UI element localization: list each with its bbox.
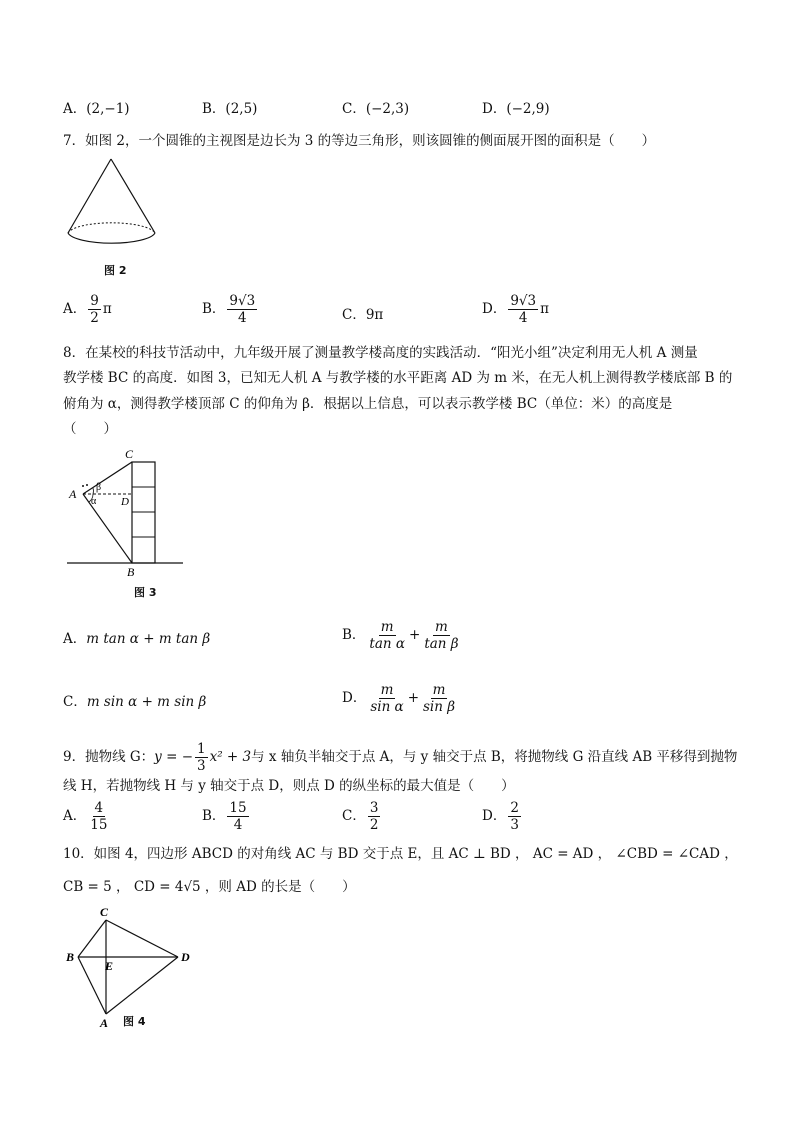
q6-option-a[interactable]: A．(2,−1) (63, 101, 130, 117)
q8-label-c: C (125, 447, 134, 461)
q8-label-a: A (69, 487, 77, 501)
q7-option-d[interactable]: D． $\frac{9√3}{4}$ π (482, 293, 549, 327)
q8-label-b: B (127, 565, 135, 579)
q10-label-c: C (100, 905, 109, 919)
q10-stem-line1: 10．如图 4，四边形 ABCD 的对角线 AC 与 BD 交于点 E，且 AC ⊥ BD ， AC = AD ， ∠CBD = ∠CAD ， (63, 846, 738, 862)
q9-stem-line2: 线 H，若抛物线 H 与 y 轴交于点 D，则点 D 的纵坐标的最大值是（ ） (63, 778, 515, 794)
q10-label-b: B (66, 950, 75, 964)
q7-option-c[interactable]: C．9π (342, 307, 384, 323)
q10-label-d: D (181, 950, 190, 964)
q10-label-e: E (105, 959, 114, 973)
q8-label-d: D (121, 496, 129, 508)
q8-stem-line1: 8．在某校的科技节活动中，九年级开展了测量教学楼高度的实践活动．“阳光小组”决定利用无人机 A 测量 (63, 345, 698, 361)
q7-option-a[interactable]: A． $\frac{9}{2}$ π (63, 293, 112, 327)
q8-figure-caption: 图 3 (134, 586, 157, 599)
q8-option-b[interactable]: B． $\frac{m}{\text{tan α}}$ + $\frac{m}{\text{tan β}}$ (342, 619, 459, 653)
q8-stem-line2: 教学楼 BC 的高度．如图 3，已知无人机 A 与教学楼的水平距离 AD 为 m 米，在无人机上测得教学楼底部 B 的 (63, 370, 733, 386)
q8-building-figure (63, 440, 193, 580)
q9-option-b[interactable]: B． $\frac{15}{4}$ (202, 800, 247, 834)
q7-option-b[interactable]: B． $\frac{9√3}{4}$ (202, 293, 256, 327)
q7-cone-figure (63, 153, 163, 253)
q8-option-a[interactable]: A．m tan α + m tan β (63, 631, 211, 647)
q9-stem-line1: 9．抛物线 G：y = − $\frac{1}{3}$ x² + 3与 x 轴负半轴交于点 A，与 y 轴交于点 B，将抛物线 G 沿直线 AB 平移得到抛物 (63, 741, 738, 775)
q10-stem-line2: CB = 5 ， CD = 4√5 ，则 AD 的长是（ ） (63, 879, 356, 895)
q6-option-b[interactable]: B．(2,5) (202, 101, 258, 117)
q10-figure-caption: 图 4 (123, 1015, 146, 1028)
q9-option-d[interactable]: D． $\frac{2}{3}$ (482, 800, 519, 834)
q7-stem: 7．如图 2，一个圆锥的主视图是边长为 3 的等边三角形，则该圆锥的侧面展开图的面积是（ ） (63, 133, 656, 149)
q8-stem-line3: 俯角为 α，测得教学楼顶部 C 的仰角为 β．根据以上信息，可以表示教学楼 BC（单位：米）的高度是 (63, 396, 673, 412)
q9-option-c[interactable]: C． $\frac{3}{2}$ (342, 800, 379, 834)
q6-option-d[interactable]: D．(−2,9) (482, 101, 550, 117)
q8-option-d[interactable]: D． $\frac{m}{\text{sin α}}$ + $\frac{m}{\text{sin β}}$ (342, 682, 456, 716)
q8-label-beta: β (96, 482, 102, 493)
q6-option-c[interactable]: C．(−2,3) (342, 101, 410, 117)
q8-stem-line4: （ ） (63, 421, 117, 437)
q8-label-alpha: α (91, 496, 97, 507)
q7-figure-caption: 图 2 (104, 264, 127, 277)
q8-option-c[interactable]: C．m sin α + m sin β (63, 694, 207, 710)
q9-option-a[interactable]: A． $\frac{4}{15}$ (63, 800, 108, 834)
q10-label-a: A (100, 1016, 109, 1030)
